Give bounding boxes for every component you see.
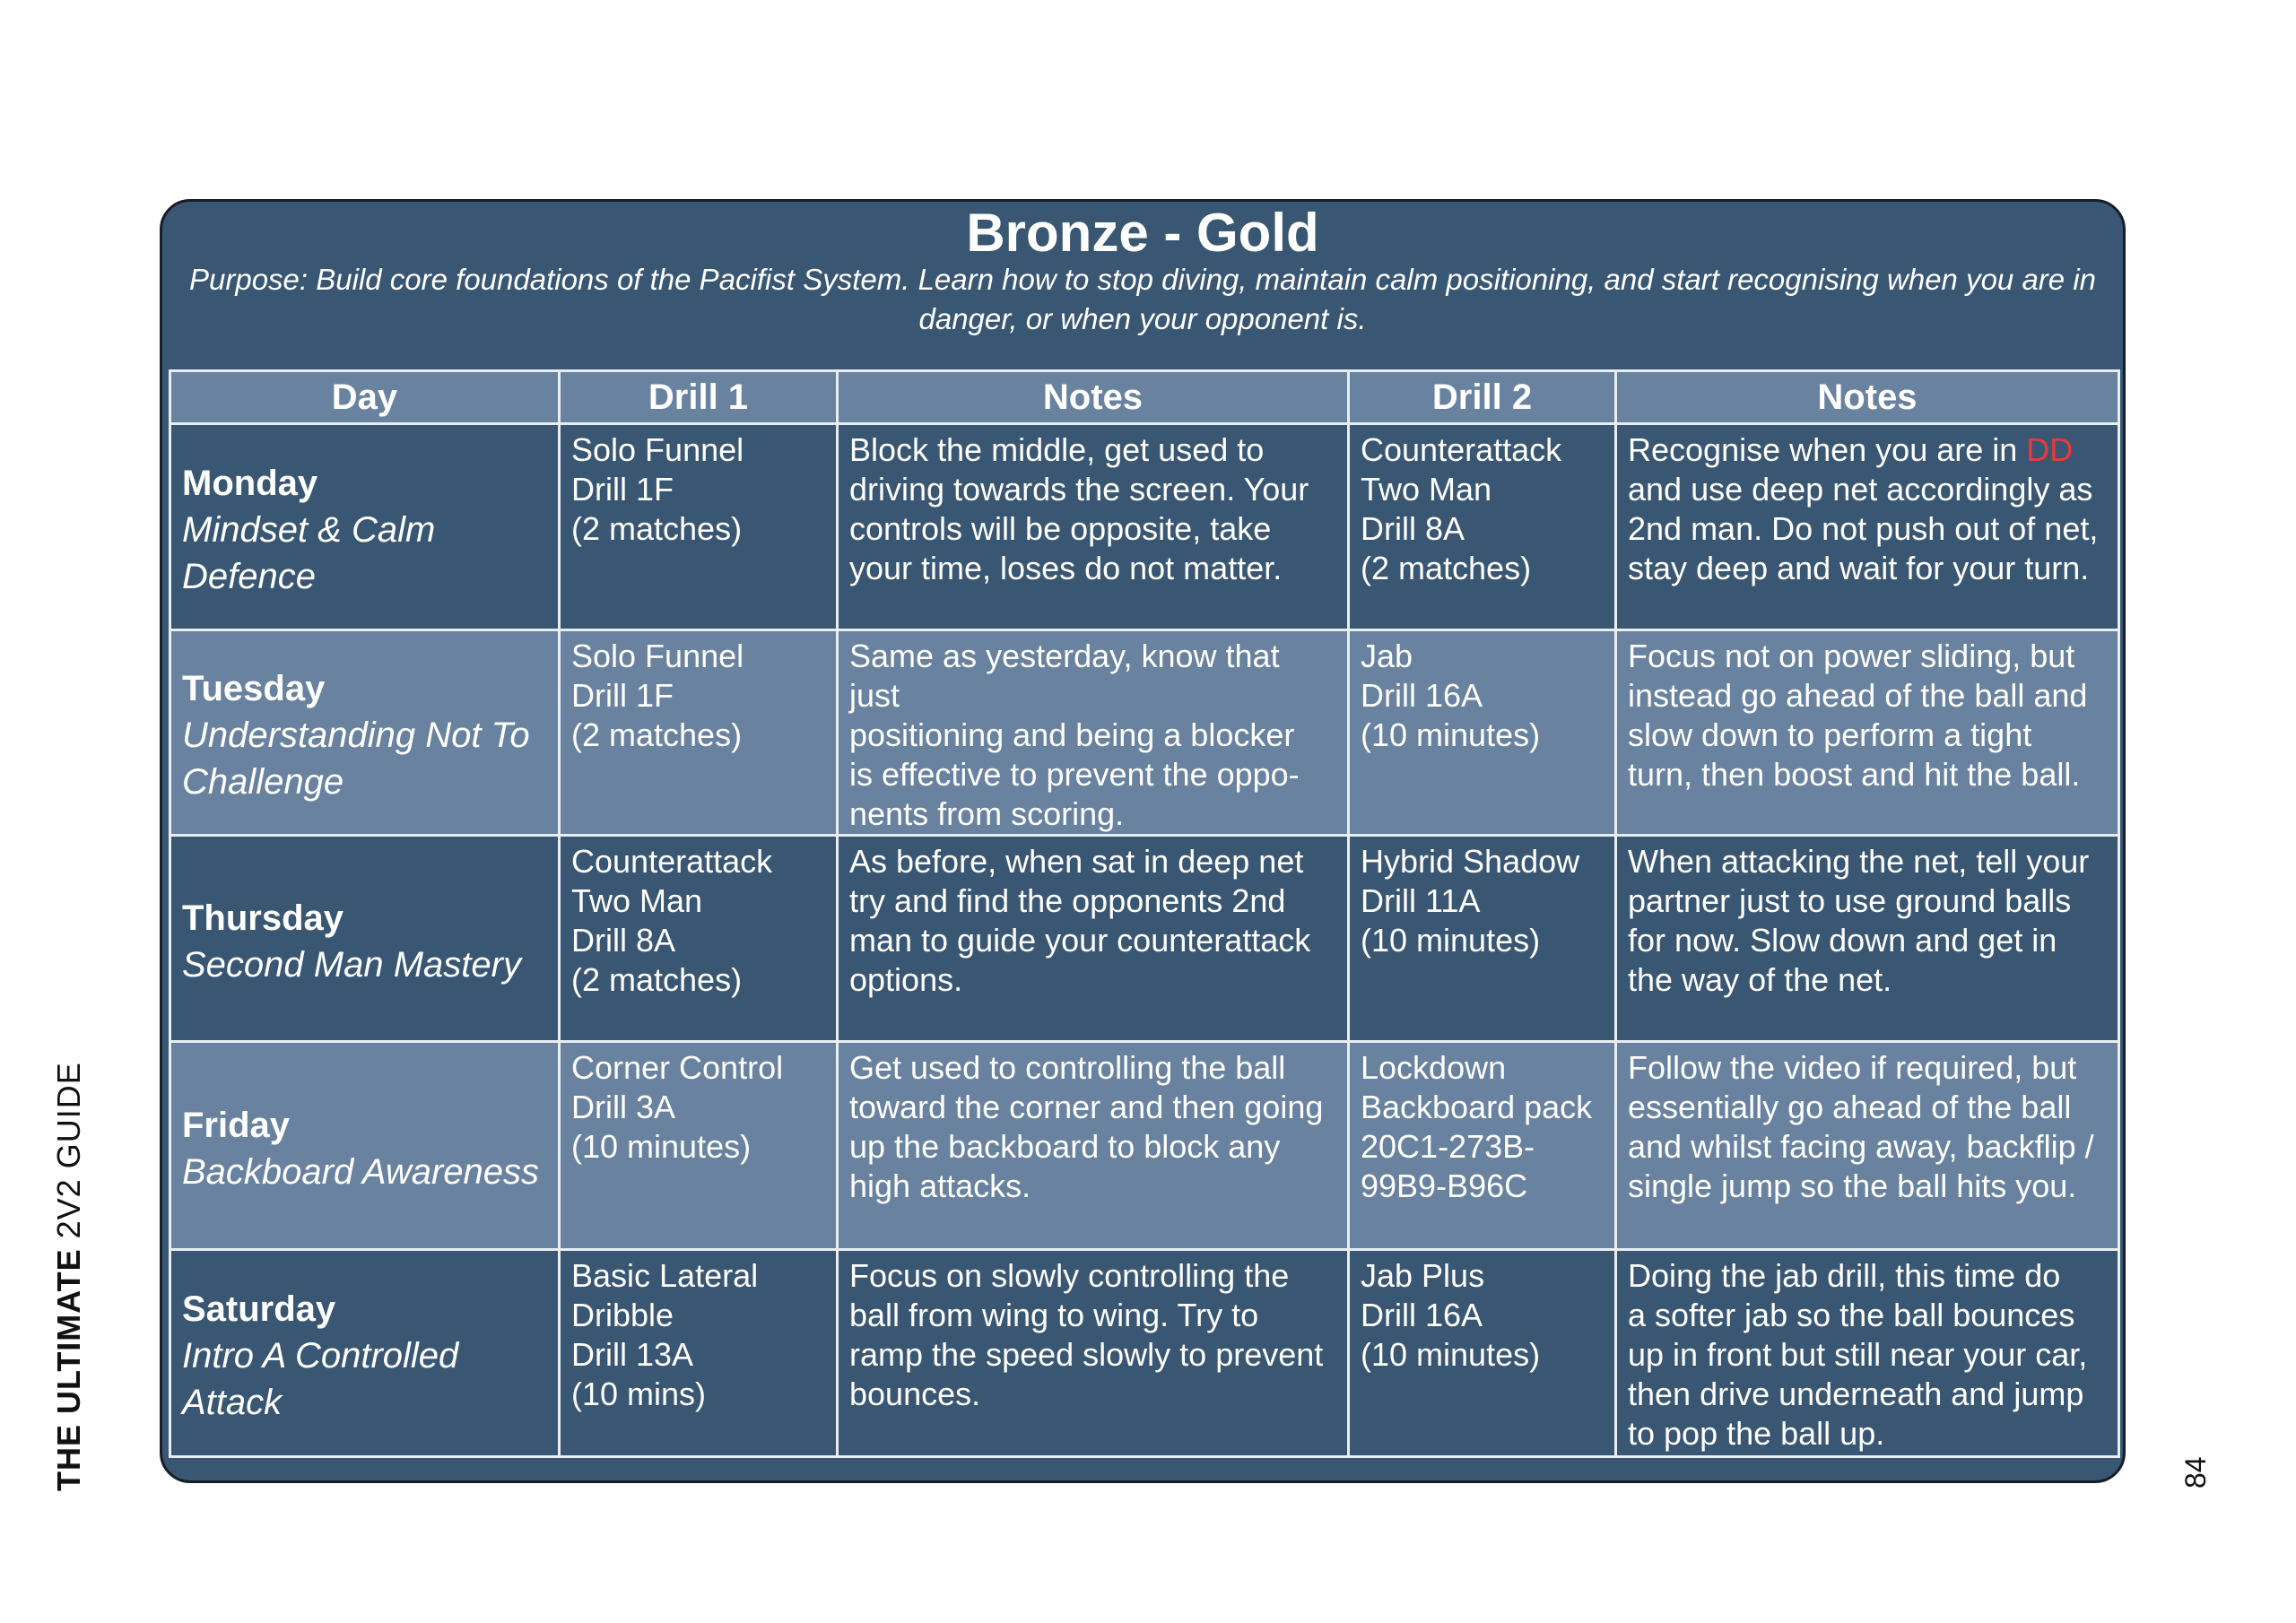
drill-2-line: (10 minutes): [1361, 922, 1541, 959]
drill-2-line: (10 minutes): [1361, 1336, 1541, 1373]
day-theme: Backboard Awareness: [182, 1151, 540, 1192]
drill-1-line: Drill 8A: [571, 922, 676, 959]
notes-1-line: positioning and being a blocker: [849, 716, 1295, 753]
drill-2-cell: [1349, 1042, 1616, 1250]
notes-2-line: for now. Slow down and get in: [1628, 922, 2057, 959]
day-name: Monday: [182, 463, 318, 503]
notes-1-line: As before, when sat in deep net: [849, 843, 1304, 880]
day-name: Saturday: [182, 1289, 336, 1329]
drill-2-line: Drill 8A: [1361, 510, 1465, 547]
notes-1-line: driving towards the screen. Your: [849, 471, 1309, 508]
notes-1-line: controls will be opposite, take: [849, 510, 1272, 547]
drill-2-line: Jab: [1361, 638, 1413, 674]
notes-2-line: single jump so the ball hits you.: [1628, 1167, 2077, 1204]
drill-2-line: Two Man: [1361, 471, 1492, 508]
notes-2-line: a softer jab so the ball bounces: [1628, 1297, 2075, 1333]
notes-2-line: Focus not on power sliding, but: [1628, 638, 2075, 674]
drill-2-cell: [1349, 424, 1616, 630]
notes-1-cell: [838, 836, 1349, 1042]
danger-highlight: DD: [2026, 431, 2074, 468]
drill-2-line: 20C1-273B-: [1361, 1128, 1535, 1165]
drill-1-line: Drill 1F: [571, 677, 674, 714]
guide-title-rest: 2V2 GUIDE: [50, 1062, 87, 1249]
drill-1-line: (2 matches): [571, 510, 743, 547]
day-cell: [170, 1250, 560, 1457]
notes-1-cell: [838, 1250, 1349, 1457]
notes-2-cell: [1616, 424, 2119, 630]
notes-1-line: Block the middle, get used to: [849, 431, 1265, 468]
table-row: [170, 1250, 2119, 1457]
notes-1-line: Same as yesterday, know that just: [849, 638, 1280, 714]
drill-2-line: (2 matches): [1361, 550, 1532, 586]
notes-1-cell: [838, 630, 1349, 836]
guide-title: [50, 1062, 88, 1491]
drill-1-line: Solo Funnel: [571, 638, 744, 674]
drill-2-line: Lockdown: [1361, 1049, 1507, 1086]
notes-1-cell: [838, 1042, 1349, 1250]
notes-2-cell: [1616, 630, 2119, 836]
notes-2-text: Recognise when you are in: [1628, 431, 2027, 468]
notes-2-cell: [1616, 1042, 2119, 1250]
day-theme: Intro A Controlled Attack: [182, 1336, 459, 1422]
day-name: Thursday: [182, 898, 344, 938]
drill-1-line: (10 minutes): [571, 1128, 752, 1165]
day-name: Friday: [182, 1105, 291, 1145]
drill-1-line: (10 mins): [571, 1376, 707, 1412]
day-cell: [170, 836, 560, 1042]
drill-2-cell: [1349, 630, 1616, 836]
page-number: 84: [2179, 1456, 2212, 1488]
notes-1-line: bounces.: [849, 1376, 981, 1412]
notes-2-cell: [1616, 836, 2119, 1042]
notes-2-line: partner just to use ground balls: [1628, 882, 2072, 919]
guide-title-bold: THE ULTIMATE: [50, 1248, 87, 1491]
drill-1-cell: [560, 836, 838, 1042]
header-drill-2: Drill 2: [1349, 371, 1616, 424]
notes-1-line: man to guide your counterattack: [849, 922, 1311, 959]
notes-2-line: and whilst facing away, backflip /: [1628, 1128, 2094, 1165]
notes-2-line: When attacking the net, tell your: [1628, 843, 2090, 880]
drill-1-cell: [560, 630, 838, 836]
card-title: Bronze - Gold: [966, 203, 1319, 263]
notes-2-line: essentially go ahead of the ball: [1628, 1089, 2072, 1125]
notes-2-line: turn, then boost and hit the ball.: [1628, 756, 2081, 793]
drill-1-line: Drill 3A: [571, 1089, 676, 1125]
header-notes-1: Notes: [838, 371, 1349, 424]
notes-1-line: toward the corner and then going: [849, 1089, 1324, 1125]
notes-2-line: instead go ahead of the ball and: [1628, 677, 2088, 714]
schedule-table: [169, 369, 2120, 1458]
day-theme: Second Man Mastery: [182, 944, 521, 985]
notes-1-cell: [838, 424, 1349, 630]
notes-2-line: up in front but still near your car,: [1628, 1336, 2088, 1373]
notes-1-line: is effective to prevent the oppo-: [849, 756, 1300, 793]
header-day: Day: [170, 371, 560, 424]
day-name: Tuesday: [182, 669, 326, 708]
drill-1-line: Counterattack: [571, 843, 773, 880]
schedule-card: [160, 199, 2126, 1483]
drill-2-cell: [1349, 836, 1616, 1042]
day-cell: [170, 1042, 560, 1250]
notes-1-line: up the backboard to block any: [849, 1128, 1281, 1165]
drill-1-line: Drill 1F: [571, 471, 674, 508]
drill-1-line: Two Man: [571, 882, 703, 919]
day-theme: Understanding Not To Challenge: [182, 716, 530, 802]
notes-1-line: ball from wing to wing. Try to: [849, 1297, 1259, 1333]
header-notes-2: Notes: [1616, 371, 2119, 424]
notes-2-line: Doing the jab drill, this time do: [1628, 1257, 2061, 1294]
notes-1-line: Focus on slowly controlling the: [849, 1257, 1290, 1294]
notes-2-line: Follow the video if required, but: [1628, 1049, 2077, 1086]
day-cell: [170, 630, 560, 836]
notes-1-line: Get used to controlling the ball: [849, 1049, 1286, 1086]
drill-2-line: Hybrid Shadow: [1361, 843, 1580, 880]
drill-2-line: Drill 16A: [1361, 1297, 1483, 1333]
day-theme: Mindset & Calm Defence: [182, 509, 436, 596]
table-row: [170, 424, 2119, 630]
drill-1-line: (2 matches): [571, 716, 743, 753]
notes-2-cell: [1616, 1250, 2119, 1457]
drill-1-cell: [560, 1250, 838, 1457]
notes-2-line: then drive underneath and jump: [1628, 1376, 2084, 1412]
notes-1-line: ramp the speed slowly to prevent: [849, 1336, 1324, 1373]
drill-1-cell: [560, 424, 838, 630]
table-row: [170, 1042, 2119, 1250]
notes-2-line: and use deep net accordingly as: [1628, 471, 2093, 508]
notes-1-line: try and find the opponents 2nd: [849, 882, 1286, 919]
drill-2-line: Counterattack: [1361, 431, 1562, 468]
table-row: [170, 630, 2119, 836]
drill-2-cell: [1349, 1250, 1616, 1457]
notes-2-line: the way of the net.: [1628, 961, 1892, 998]
purpose-text: Purpose: Build core foundations of the Pacifist System. Learn how to stop diving, maintain calm positioning, and start recognising when you are in danger, or when your opponent is.: [188, 263, 2097, 335]
header-drill-1: Drill 1: [560, 371, 838, 424]
drill-2-line: Backboard pack: [1361, 1089, 1593, 1125]
drill-1-line: Drill 13A: [571, 1336, 694, 1373]
drill-1-line: Dribble: [571, 1297, 674, 1333]
drill-2-line: Drill 16A: [1361, 677, 1483, 714]
drill-1-line: (2 matches): [571, 961, 743, 998]
drill-1-line: Solo Funnel: [571, 431, 744, 468]
drill-2-line: (10 minutes): [1361, 716, 1541, 753]
notes-1-line: high attacks.: [849, 1167, 1031, 1204]
drill-1-line: Basic Lateral: [571, 1257, 759, 1294]
drill-2-line: Drill 11A: [1361, 882, 1481, 919]
notes-1-line: your time, loses do not matter.: [849, 550, 1283, 586]
drill-1-cell: [560, 1042, 838, 1250]
day-cell: [170, 424, 560, 630]
notes-2-line: slow down to perform a tight: [1628, 716, 2032, 753]
notes-2-line: stay deep and wait for your turn.: [1628, 550, 2090, 586]
notes-2-line: to pop the ball up.: [1628, 1415, 1885, 1452]
notes-1-line: options.: [849, 961, 963, 998]
notes-2-line: [1628, 430, 2107, 470]
drill-1-line: Corner Control: [571, 1049, 784, 1086]
table-header-row: [170, 371, 2119, 424]
notes-2-line: 2nd man. Do not push out of net,: [1628, 510, 2099, 547]
notes-1-line: nents from scoring.: [849, 795, 1125, 832]
drill-2-line: Jab Plus: [1361, 1257, 1485, 1294]
table-row: [170, 836, 2119, 1042]
drill-2-line: 99B9-B96C: [1361, 1167, 1528, 1204]
